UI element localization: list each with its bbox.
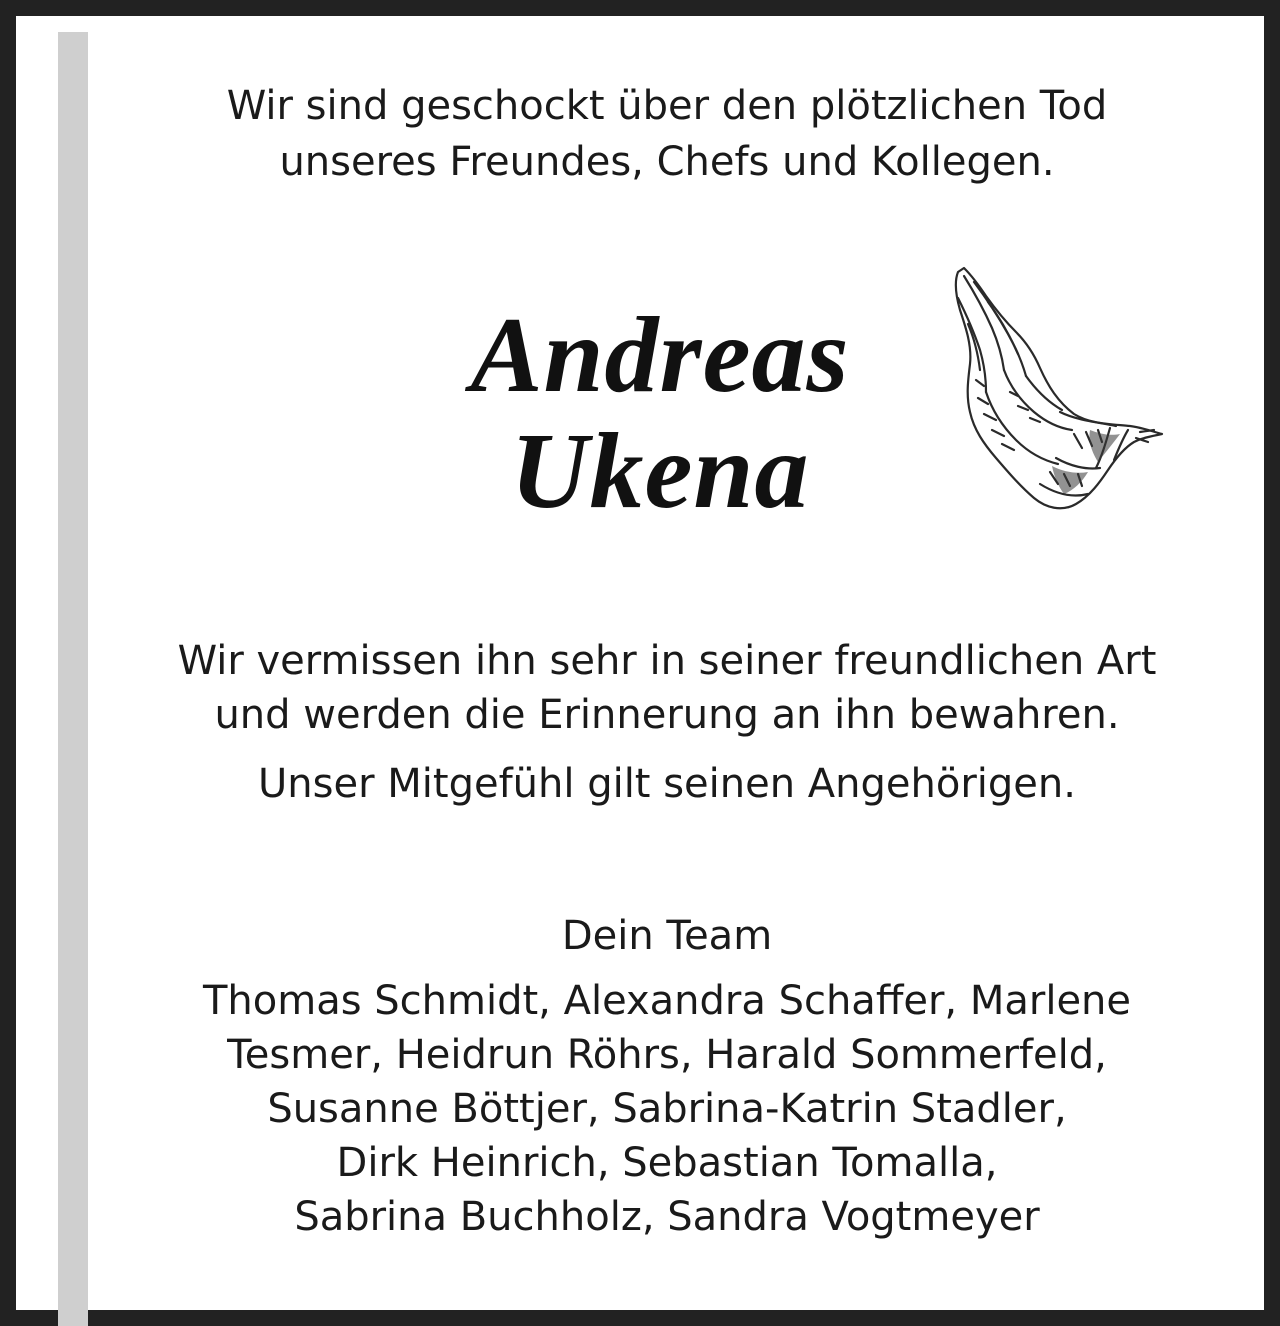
team-names [72,974,1262,1244]
praying-hands-icon [940,262,1170,512]
last-name: Ukena [510,412,810,531]
intro-text [72,78,1262,190]
sympathy-line: Unser Mitgefühl gilt seinen Angehörigen. [258,761,1076,807]
deceased-name [420,298,900,530]
team-names-line: Dirk Heinrich, Sebastian Tomalla, [336,1140,998,1186]
message-text [72,634,1262,742]
team-names-line: Thomas Schmidt, Alexandra Schaffer, Marlene [202,978,1132,1024]
team-names-line: Sabrina Buchholz, Sandra Vogtmeyer [294,1194,1040,1240]
intro-line: unseres Freundes, Chefs und Kollegen. [279,139,1055,185]
team-names-line: Tesmer, Heidrun Röhrs, Harald Sommerfeld, [227,1032,1107,1078]
message-line: Wir vermissen ihn sehr in seiner freundlichen Art [177,638,1157,684]
first-name: Andreas [470,296,850,415]
team-names-line: Susanne Böttjer, Sabrina-Katrin Stadler, [267,1086,1067,1132]
intro-line: Wir sind geschockt über den plötzlichen Tod [226,83,1108,129]
team-label [72,908,1262,964]
sympathy-text [72,756,1262,812]
message-line: und werden die Erinnerung an ihn bewahren. [214,692,1120,738]
team-label-text: Dein Team [561,913,773,959]
